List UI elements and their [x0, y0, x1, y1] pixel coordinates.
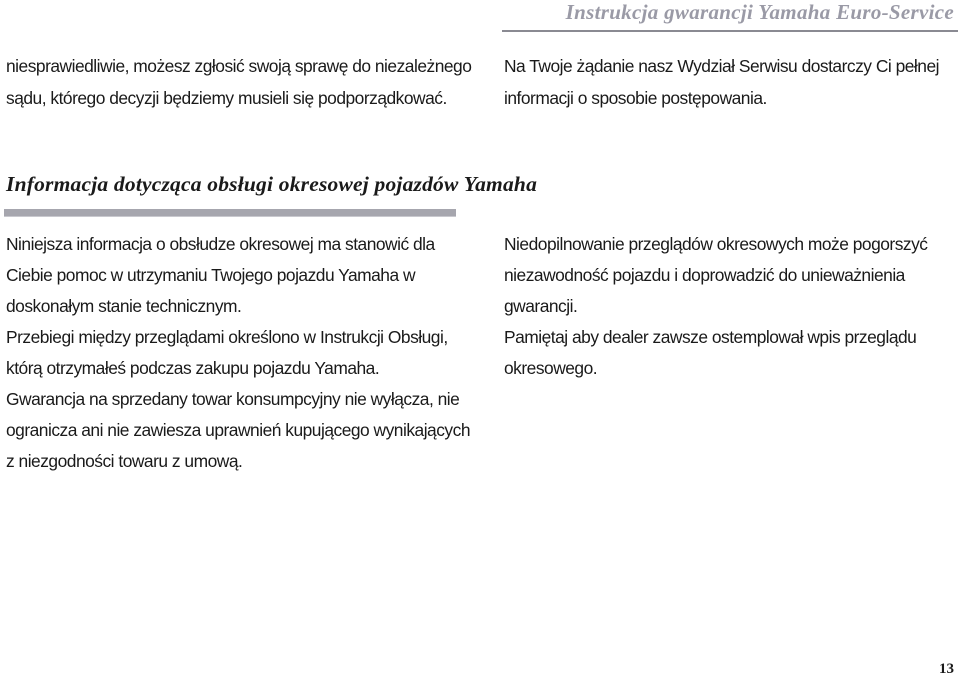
- document-header-title: Instrukcja gwarancji Yamaha Euro-Service: [565, 0, 954, 24]
- section-left-column: [6, 229, 476, 477]
- paragraph-intervals: Przebiegi między przeglądami określono w Instrukcji Obsługi, którą otrzymałeś podczas zakupu pojazdu Yamaha.: [6, 327, 448, 378]
- paragraph-dealer-stamp: Pamiętaj aby dealer zawsze ostemplował wpis przeglądu okresowego.: [504, 327, 917, 378]
- paragraph-consumer-rights: Gwarancja na sprzedany towar konsumpcyjny nie wyłącza, nie ogranicza ani nie zawiesza uprawnień kupującego wynikających z niezgodności towaru z umową.: [6, 389, 470, 471]
- section-heading-underline-shadow: [4, 216, 456, 217]
- paragraph-warranty-risk: Niedopilnowanie przeglądów okresowych może pogorszyć niezawodność pojazdu i doprowadzić do unieważnienia gwarancji.: [504, 234, 928, 316]
- page-number: 13: [939, 661, 954, 677]
- section-heading: Informacja dotycząca obsługi okresowej pojazdów Yamaha: [6, 172, 538, 196]
- top-left-column: [6, 50, 476, 114]
- service-info-paragraph: Na Twoje żądanie nasz Wydział Serwisu dostarczy Ci pełnej informacji o sposobie postępowania.: [504, 56, 939, 108]
- section-heading-underline: [4, 209, 456, 216]
- section-right-column: [504, 229, 954, 384]
- paragraph-purpose: Niniejsza informacja o obsłudze okresowej ma stanowić dla Ciebie pomoc w utrzymaniu Twojego pojazdu Yamaha w doskonałym stanie technicznym.: [6, 234, 435, 316]
- header-divider: [502, 30, 958, 32]
- continued-paragraph: niesprawiedliwie, możesz zgłosić swoją sprawę do niezależnego sądu, którego decyzji będziemy musieli się podporządkować.: [6, 56, 472, 108]
- top-right-column: [504, 50, 954, 114]
